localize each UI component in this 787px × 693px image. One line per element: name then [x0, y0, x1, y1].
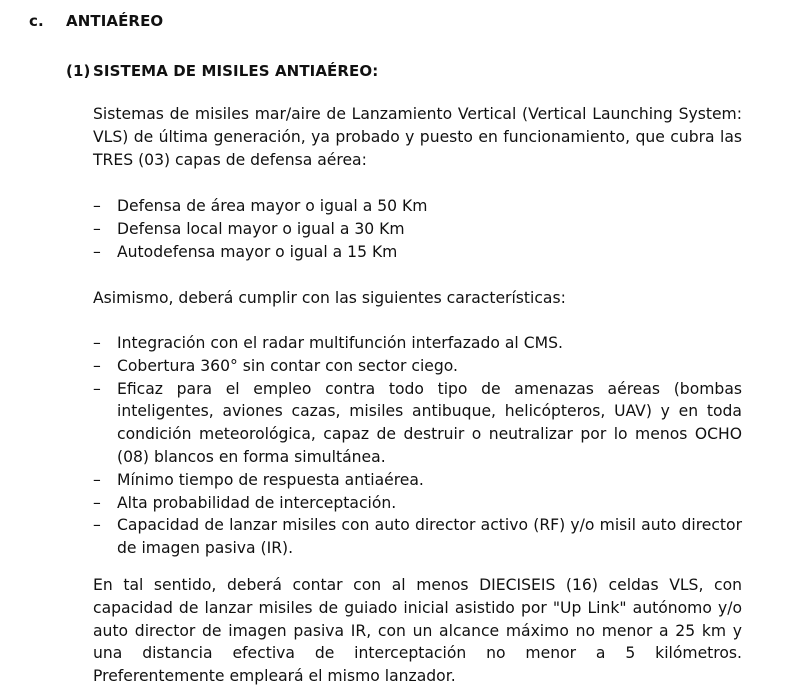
dash-marker: –	[93, 379, 101, 398]
intro-paragraph: Sistemas de misiles mar/aire de Lanzamiento Vertical (Vertical Launching System: VLS) de última generación, ya probado y puesto en funcionamiento, que cubra las TRES (03) capas de defensa aérea:	[93, 105, 742, 169]
characteristics-intro: Asimismo, deberá cumplir con las siguientes características:	[93, 289, 566, 307]
section-number: c.	[29, 12, 44, 30]
list-item: – Capacidad de lanzar misiles con auto director activo (RF) y/o misil auto director de imagen pasiva (IR).	[93, 516, 742, 558]
subsection-heading	[66, 62, 378, 80]
dash-marker: –	[93, 493, 101, 512]
list-item: – Autodefensa mayor o igual a 15 Km	[93, 241, 742, 264]
section-title: ANTIAÉREO	[66, 12, 164, 30]
list-item: – Integración con el radar multifunción interfazado al CMS.	[93, 332, 742, 355]
list-item: – Eficaz para el empleo contra todo tipo de amenazas aéreas (bombas inteligentes, aviones cazas, misiles antibuque, helicópteros, UAV) y en toda condición meteorológica, capaz de destruir o neutralizar por lo menos OCHO (08) blancos en forma simultánea.	[93, 379, 742, 466]
list-item: – Defensa local mayor o igual a 30 Km	[93, 218, 742, 241]
list-item: – Mínimo tiempo de respuesta antiaérea.	[93, 469, 742, 492]
dash-marker: –	[93, 334, 101, 352]
list-item: – Defensa de área mayor o igual a 50 Km	[93, 195, 742, 218]
section-heading	[29, 12, 163, 30]
dash-marker: –	[93, 516, 101, 535]
subsection-number: (1)	[66, 62, 91, 80]
characteristics-list	[93, 332, 742, 560]
closing-paragraph: En tal sentido, deberá contar con al menos DIECISEIS (16) celdas VLS, con capacidad de lanzar misiles de guiado inicial asistido por "Up Link" autónomo y/o auto director de imagen pasiva IR, con un alcance máximo no menor a 25 km y una distancia efectiva de interceptación no menor a 5 kilómetros. Preferentemente empleará el mismo lanzador.	[93, 576, 742, 686]
dash-marker: –	[93, 356, 101, 375]
dash-marker: –	[93, 219, 101, 238]
list-item: – Alta probabilidad de interceptación.	[93, 492, 742, 515]
dash-marker: –	[93, 470, 101, 489]
dash-marker: –	[93, 197, 101, 215]
dash-marker: –	[93, 242, 101, 261]
subsection-title: SISTEMA DE MISILES ANTIAÉREO:	[93, 62, 379, 80]
list-item: – Cobertura 360° sin contar con sector ciego.	[93, 355, 742, 378]
defense-layers-list	[93, 195, 742, 263]
